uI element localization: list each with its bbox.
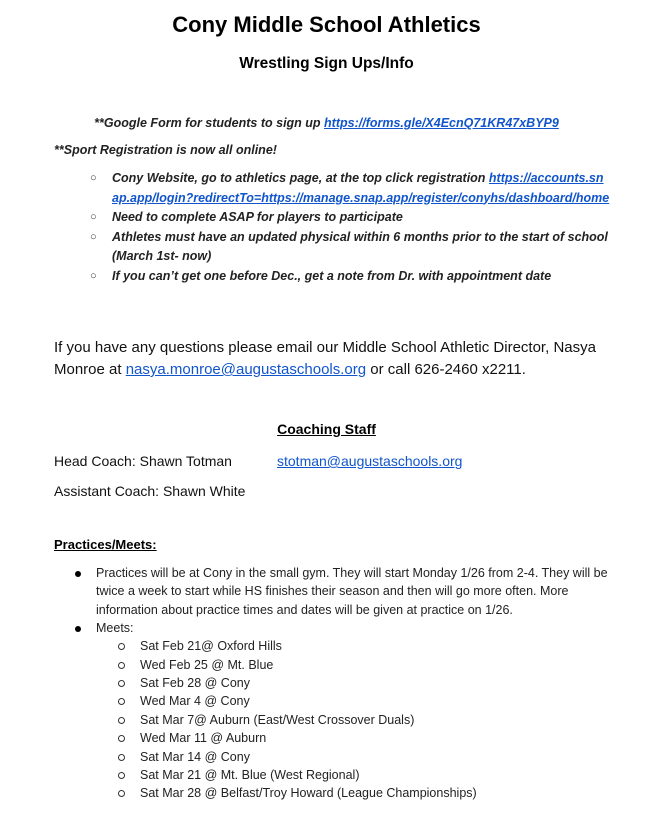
contact-phone-text: or call 626-2460 x2211. (366, 361, 526, 378)
circle-bullet-icon: ○ (90, 211, 97, 223)
meet-text: Sat Mar 14 @ Cony (140, 749, 250, 764)
google-form-line (0, 116, 653, 130)
list-item (72, 564, 612, 619)
meet-text: Sat Mar 21 @ Mt. Blue (West Regional) (140, 768, 360, 783)
meet-item (118, 748, 612, 766)
registration-steps-list (90, 169, 610, 286)
list-item-text: Need to complete ASAP for players to participate (112, 210, 403, 224)
contact-paragraph (54, 337, 614, 381)
practices-meets-heading: Practices/Meets: (54, 537, 157, 552)
circle-bullet-icon (118, 680, 125, 687)
list-item-text: If you can’t get one before Dec., get a note from Dr. with appointment date (112, 268, 552, 283)
list-item-text: Cony Website, go to athletics page, at the top click registration (112, 171, 489, 185)
coaching-staff-heading: Coaching Staff (277, 421, 376, 437)
meet-item (118, 784, 612, 802)
circle-bullet-icon: ○ (90, 230, 97, 243)
athletic-director-email-link[interactable]: nasya.monroe@augustaschools.org (125, 361, 367, 378)
circle-bullet-icon (118, 662, 125, 669)
meet-text: Wed Mar 11 @ Auburn (140, 731, 267, 746)
practices-list (72, 564, 612, 803)
list-item (90, 228, 610, 267)
meet-item (118, 656, 612, 674)
page-title: Cony Middle School Athletics (172, 12, 481, 37)
head-coach-label: Head Coach: Shawn Totman (54, 453, 232, 469)
meet-text: Sat Mar 28 @ Belfast/Troy Howard (League Championships) (140, 786, 477, 801)
circle-bullet-icon (118, 643, 125, 650)
meet-text: Sat Mar 7@ Auburn (East/West Crossover Duals) (140, 712, 415, 727)
assistant-coach-label: Assistant Coach: Shawn White (54, 483, 246, 499)
circle-bullet-icon (118, 754, 125, 761)
meets-list (118, 637, 612, 803)
meet-item (118, 692, 612, 710)
circle-bullet-icon: ○ (90, 269, 97, 282)
google-form-text: **Google Form for students to sign up (94, 116, 325, 130)
bullet-icon (75, 571, 81, 577)
meets-label: Meets: (96, 620, 134, 635)
meet-item (118, 766, 612, 784)
list-item (90, 267, 610, 287)
bullet-icon (75, 626, 81, 632)
meet-item (118, 711, 612, 729)
page-subtitle: Wrestling Sign Ups/Info (239, 55, 414, 72)
registration-note: **Sport Registration is now all online! (54, 143, 277, 157)
list-item (72, 619, 612, 803)
list-item (90, 169, 610, 208)
meet-text: Sat Feb 28 @ Cony (140, 676, 250, 690)
meet-item (118, 637, 612, 655)
contact-text: If you have any questions please email our Middle School Athletic Director, Nasya Monroe at (54, 339, 596, 378)
meet-text: Sat Feb 21@ Oxford Hills (140, 639, 282, 654)
circle-bullet-icon (118, 698, 125, 705)
list-item-text: Athletes must have an updated physical within 6 months prior to the start of school (March 1st- now) (112, 229, 608, 263)
circle-bullet-icon (118, 790, 125, 797)
meet-text: Wed Feb 25 @ Mt. Blue (140, 657, 274, 672)
practice-info-text: Practices will be at Cony in the small gym. They will start Monday 1/26 from 2-4. They will be twice a week to start while HS finishes their season and then will go more often. More information about practice times and dates will be given at practice on 1/26. (96, 566, 608, 617)
meet-text: Wed Mar 4 @ Cony (140, 694, 250, 709)
snap-registration-link[interactable]: https://accounts.snap.app/login?redirectTo=https://manage.snap.app/register/conyhs/dashboard/home (112, 171, 610, 205)
list-item (90, 208, 610, 228)
meet-item (118, 674, 612, 692)
circle-bullet-icon (118, 717, 125, 724)
google-form-link[interactable]: https://forms.gle/X4EcnQ71KR47xBYP9 (324, 116, 559, 130)
circle-bullet-icon: ○ (90, 172, 97, 184)
circle-bullet-icon (118, 772, 125, 779)
head-coach-email-link[interactable]: stotman@augustaschools.org (277, 453, 463, 469)
meet-item (118, 729, 612, 747)
circle-bullet-icon (118, 735, 125, 742)
